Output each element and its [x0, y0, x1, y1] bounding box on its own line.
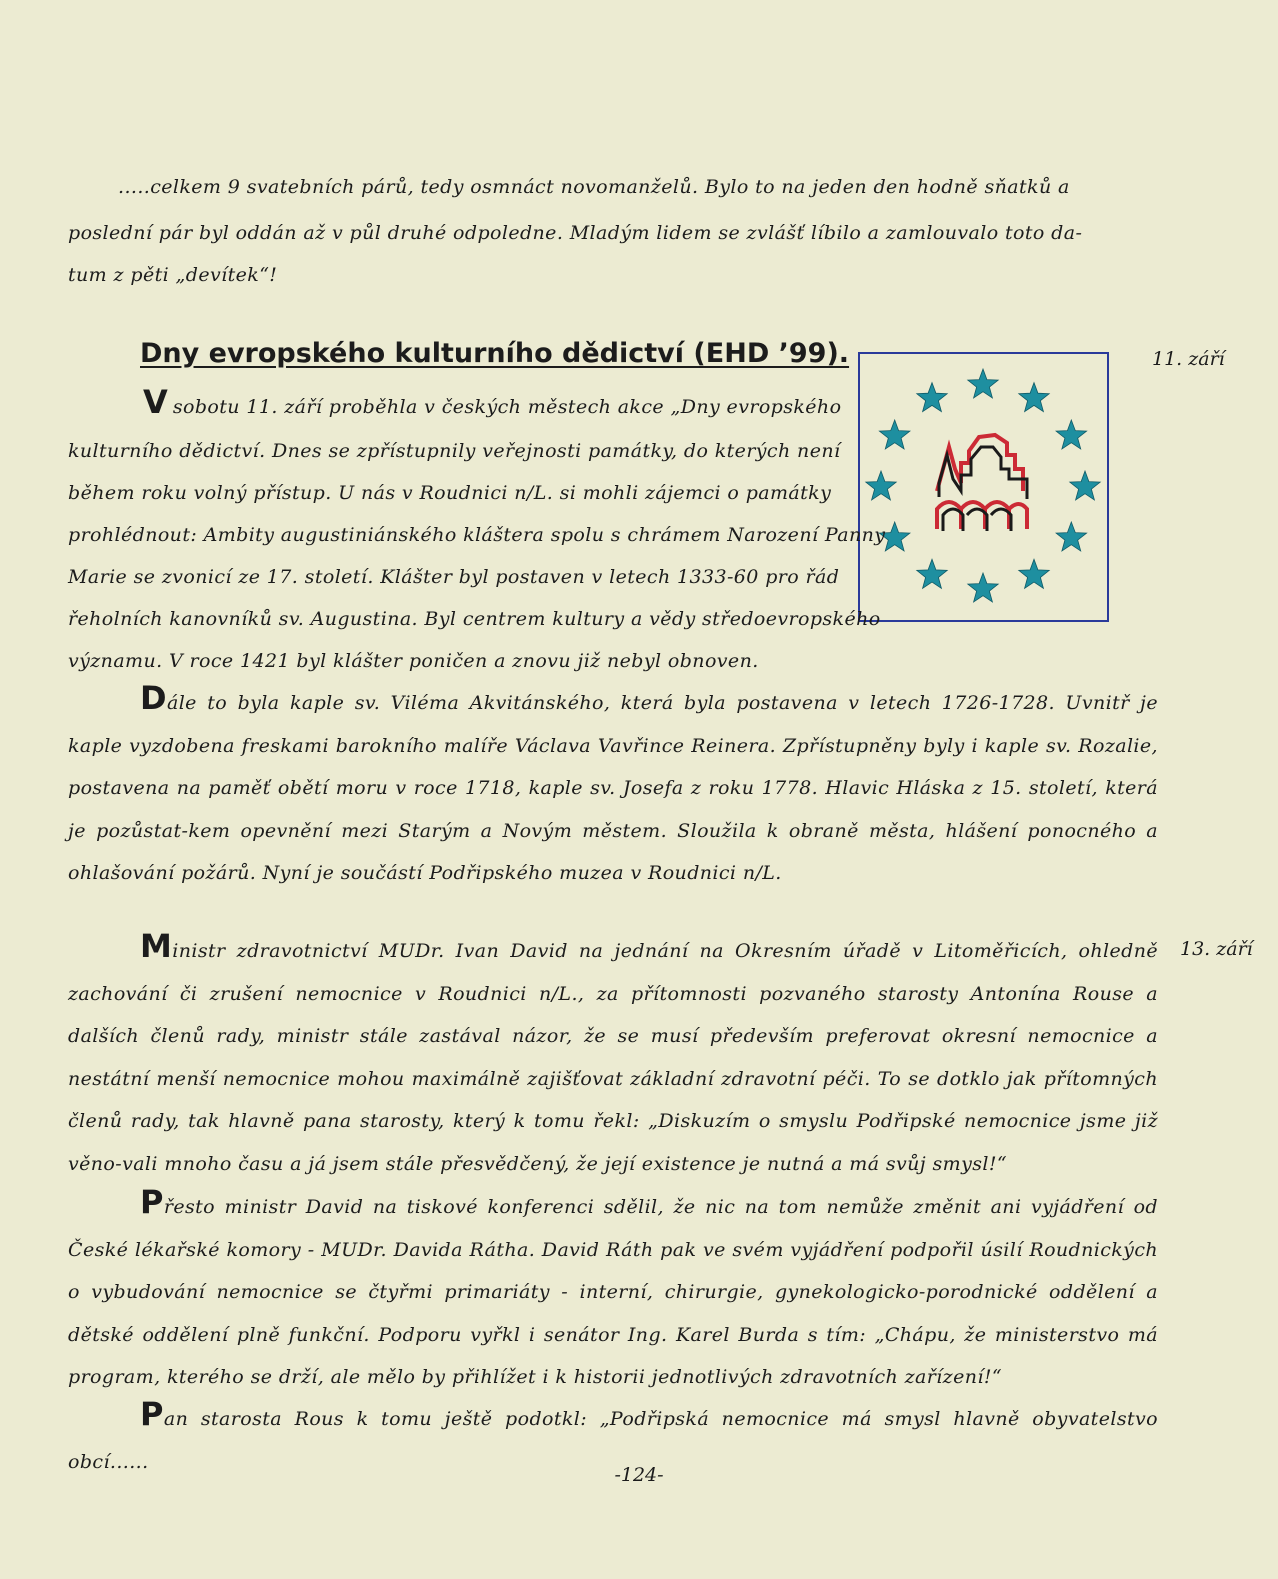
star-icon: [1056, 522, 1087, 551]
intro-line-2: poslední pár byl oddán až v půl druhé odpoledne. Mladým lidem se zvlášť líbilo a zamlouvalo toto da-: [68, 222, 1083, 244]
paragraph-presto: [68, 1183, 1158, 1399]
margin-date-11-zari: 11. září: [1152, 348, 1225, 370]
initial-v: V: [143, 383, 168, 421]
paragraph-ministr: [68, 927, 1158, 1185]
star-icon: [866, 471, 896, 500]
logo-stars: [866, 369, 1100, 602]
star-icon: [917, 559, 947, 588]
page-number: -124-: [614, 1464, 664, 1486]
paragraph-pan-text: an starosta Rous k tomu ještě podotkl: „Podřipská nemocnice má smysl hlavně obyvatelstvo obcí......: [68, 1408, 1158, 1473]
ehd-line-6: řeholních kanovníků sv. Augustina. Byl centrem kultury a vědy středoevropského: [68, 608, 881, 630]
ehd-line-3: během roku volný přístup. U nás v Roudnici n/L. si mohli zájemci o památky: [68, 482, 832, 504]
paragraph-dale-text: ále to byla kaple sv. Viléma Akvitánského, která byla postavena v letech 1726-1728. Uvnitř je kaple vyzdobena freskami barokního malíře Václava Vavřince Reinera. Zpřístupněny byly i kaple sv. Rozalie, postavena na paměť obětí moru v roce 1718, kaple sv. Josefa z roku 1778. Hlavic Hláska z 15. století, která je pozůstat-kem opevnění mezi Starým a Novým městem. Sloužila k obraně města, hlášení ponocného a ohlašování požárů. Nyní je součástí Podřipského muzea v Roudnici n/L.: [68, 692, 1158, 884]
initial-d: D: [140, 679, 167, 717]
star-icon: [1019, 559, 1049, 588]
paragraph-dale: [68, 679, 1158, 895]
star-icon: [1070, 471, 1100, 500]
intro-line-1: .....celkem 9 svatebních párů, tedy osmnáct novomanželů. Bylo to na jeden den hodně sňatků a: [118, 176, 1070, 198]
margin-date-13-zari: 13. září: [1180, 938, 1253, 960]
star-icon: [917, 383, 947, 412]
intro-line-3: tum z pěti „devítek“!: [68, 264, 278, 286]
ehd-logo: [857, 351, 1110, 623]
initial-p-presto: P: [140, 1183, 164, 1221]
star-icon: [968, 573, 998, 602]
paragraph-ministr-text: inistr zdravotnictví MUDr. Ivan David na jednání na Okresním úřadě v Litoměřicích, ohledně zachování či zrušení nemocnice v Roudnici n/L., za přítomnosti pozvaného starosty Antonína Rouse a dalších členů rady, ministr stále zastával názor, že se musí především preferovat okresní nemocnice a nestátní menší nemocnice mohou maximálně zajišťovat základní zdravotní péči. To se dotklo jak přítomných členů rady, tak hlavně pana starosty, který k tomu řekl: „Diskuzím o smyslu Podřipské nemocnice jsme již věno-vali mnoho času a já jsem stále přesvědčený, že její existence je nutná a má svůj smysl!“: [68, 940, 1158, 1175]
ehd-line-2: kulturního dědictví. Dnes se zpřístupnily veřejnosti památky, do kterých není: [68, 440, 841, 462]
paragraph-presto-text: řesto ministr David na tiskové konferenci sdělil, že nic na tom nemůže změnit ani vyjádření od České lékařské komory - MUDr. Davida Rátha. David Ráth pak ve svém vyjádření podpořil úsilí Roudnických o vybudování nemocnice se čtyřmi primariáty - interní, chirurgie, gynekologicko-porodnické oddělení a dětské oddělení plně funkční. Podporu vyřkl i senátor Ing. Karel Burda s tím: „Chápu, že ministerstvo má program, kterého se drží, ale mělo by přihlížet i k historii jednotlivých zdravotních zařízení!“: [68, 1196, 1158, 1388]
ehd-line-1-text: sobotu 11. září proběhla v českých městech akce „Dny evropského: [172, 396, 842, 418]
star-icon: [1056, 420, 1087, 449]
initial-p-pan: P: [140, 1395, 164, 1433]
ehd-line-4: prohlédnout: Ambity augustiniánského kláštera spolu s chrámem Narození Panny: [68, 524, 886, 546]
initial-m: M: [140, 927, 173, 965]
star-icon: [879, 420, 910, 449]
star-icon: [968, 369, 998, 398]
ehd-paragraph-line-1: [143, 383, 842, 421]
section-heading-ehd: Dny evropského kulturního dědictví (EHD ’99).: [140, 338, 850, 369]
ehd-line-5: Marie se zvonicí ze 17. století. Klášter byl postaven v letech 1333-60 pro řád: [68, 566, 840, 588]
star-icon: [1019, 383, 1049, 412]
ehd-line-7: významu. V roce 1421 byl klášter poničen a znovu již nebyl obnoven.: [68, 650, 759, 672]
castle-icon: [937, 435, 1027, 531]
